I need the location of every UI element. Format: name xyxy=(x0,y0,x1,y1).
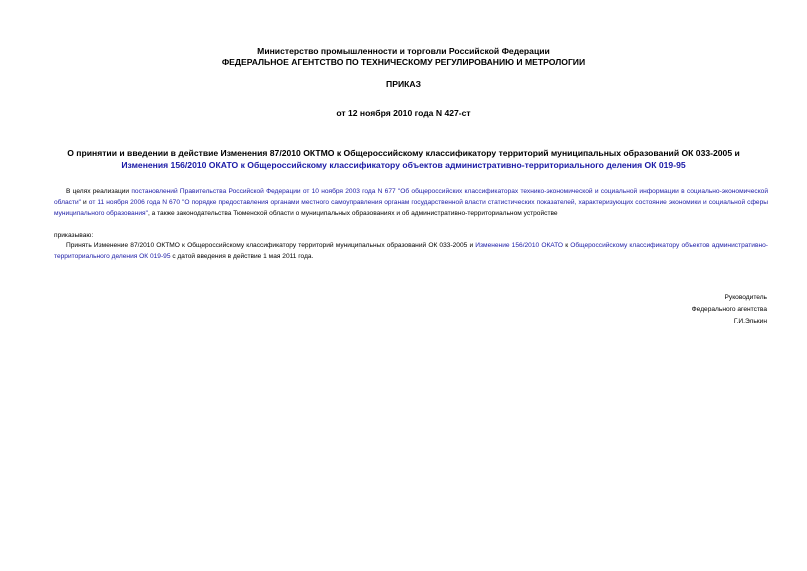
orders-label: приказываю: xyxy=(54,232,94,239)
preamble-text-and: и xyxy=(81,199,89,207)
document-title: О принятии и введении в действие Изменения 87/2010 ОКТМО к Общероссийскому классификатору территорий муниципальных образований ОК 033-2005 и xyxy=(67,148,740,158)
link-okato-change-156[interactable]: Изменение 156/2010 ОКАТО xyxy=(475,242,564,249)
order-text-end: с датой введения в действие 1 мая 2011 года. xyxy=(170,253,314,261)
preamble-text-end: , а также законодательства Тюменской области о муниципальных образованиях и об административно-территориальном устройстве xyxy=(147,210,558,218)
order-text-start: Принять Изменение 87/2010 ОКТМО к Общероссийскому классификатору территорий муниципальных образований ОК 033-2005 и xyxy=(66,242,476,249)
order-paragraph xyxy=(54,240,768,262)
order-text-to: к xyxy=(563,242,571,249)
link-government-decree-670[interactable]: от 11 ноября 2006 года N 670 "О порядке предоставления органами местного самоуправления органам государственной власти статистических показателей, характеризующих состояние экономики и социальной сферы муниципального образования" xyxy=(54,199,768,218)
signature-org: Федерального агентства xyxy=(691,306,767,313)
agency-name: ФЕДЕРАЛЬНОЕ АГЕНТСТВО ПО ТЕХНИЧЕСКОМУ РЕГУЛИРОВАНИЮ И МЕТРОЛОГИИ xyxy=(221,57,586,67)
preamble-text-start: В целях реализации xyxy=(66,188,132,195)
preamble-paragraph xyxy=(54,186,768,219)
link-government-decree-677[interactable]: постановлений Правительства Российской Федерации от 10 ноября 2003 года N 677 "Об общероссийских классификаторах технико-экономической и социальной информации в социально-экономической области" xyxy=(54,188,768,207)
document-type: ПРИКАЗ xyxy=(386,79,421,89)
signature-name: Г.И.Элькин xyxy=(733,318,767,325)
ministry-name: Министерство промышленности и торговли Российской Федерации xyxy=(257,46,550,56)
signature-role: Руководитель xyxy=(724,294,767,301)
title-link-okato-change[interactable]: Изменения 156/2010 ОКАТО к Общероссийскому классификатору объектов административно-территориального деления ОК 019-95 xyxy=(121,160,686,170)
document-date: от 12 ноября 2010 года N 427-ст xyxy=(336,108,471,118)
link-okato-classifier[interactable]: Общероссийскому классификатору объектов административно-территориального деления ОК 019-95 xyxy=(54,242,768,261)
